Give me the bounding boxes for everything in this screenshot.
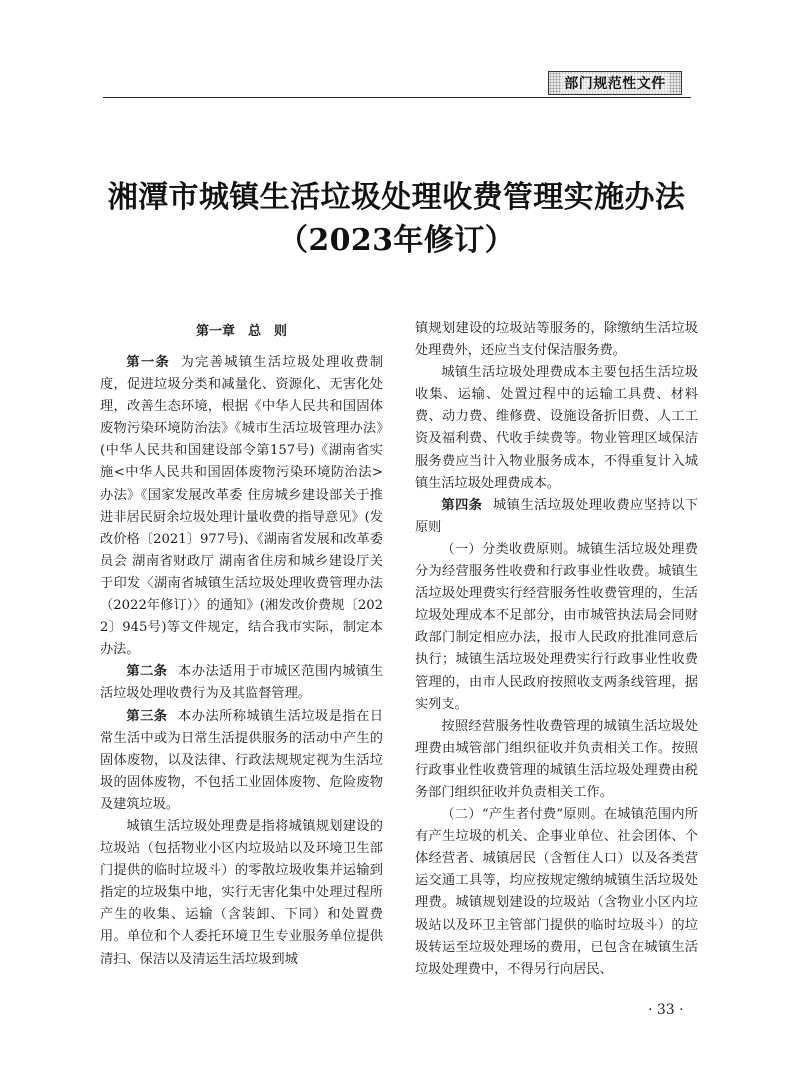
paragraph: （二）“产生者付费”原则。在城镇范围内所有产生垃圾的机关、企事业单位、社会团体、个体经营者、城镇居民（含暂住人口）以及各类营运交通工具等，均应按规定缴纳城镇生活垃圾处理费。城镇规划建设的垃圾站（含物业小区内垃圾站以及环卫主管部门提供的临时垃圾斗）的垃圾转运至垃圾处理场的费用，已包含在城镇生活垃圾处理费中，不得另行向居民、: [415, 807, 698, 977]
paragraph: （一）分类收费原则。城镇生活垃圾处理费分为经营服务性收费和行政事业性收费。城镇生活垃圾处理费实行经营服务性收费管理的，生活垃圾处理成本不足部分，由市城管执法局会同财政部门制定相应办法，报市人民政府批准同意后执行；城镇生活垃圾处理费实行行政事业性收费管理的，由市人民政府按照收支两条线管理，据实列支。: [415, 541, 698, 712]
left-column: [100, 318, 383, 971]
article-label: 第四条: [441, 497, 483, 513]
section-label: 部门规范性文件: [561, 73, 669, 93]
document-title: 湘潭市城镇生活垃圾处理收费管理实施办法: [107, 180, 686, 215]
paragraph: 镇规划建设的垃圾站等服务的，除缴纳生活垃圾处理费外，还应当支付保洁服务费。: [415, 321, 698, 359]
article-text: 城镇生活垃圾处理收费应坚持以下原则: [415, 497, 699, 535]
paragraph: 城镇生活垃圾处理费是指将城镇规划建设的垃圾站（包括物业小区内垃圾站以及环境卫生部门提供的临时垃圾斗）的零散垃圾收集并运输到指定的垃圾集中地，实行无害化集中处理过程所产生的收集、运输（含装卸、下同）和处置费用。单位和个人委托环境卫生专业服务单位提供清扫、保洁以及清运生活垃圾到城: [100, 818, 383, 967]
header-divider: [103, 97, 691, 98]
article-1: [100, 352, 383, 661]
page-number: · 33 ·: [648, 1002, 684, 1018]
section-label-badge: [548, 71, 682, 95]
right-column: [415, 318, 698, 981]
article-text: 本办法适用于市城区范围内城镇生活垃圾处理收费行为及其监督管理。: [100, 664, 384, 702]
chapter-heading: 第一章 总 则: [195, 324, 287, 339]
article-text: 为完善城镇生活垃圾处理收费制度，促进垃圾分类和减量化、资源化、无害化处理，改善生态环境，根据《中华人民共和国固体废物污染环境防治法》《城市生活垃圾管理办法》(中华人民共和国建设部令第157号)《湖南省实施<中华人民共和国固体废物污染环境防治法>办法》《国家发展改革委 住房城乡建设部关于推进非居民厨余垃圾处理计量收费的指导意见》(发改价格〔2021〕977号)、《湖南省发展和改革委员会 湖南省财政厅 湖南省住房和城乡建设厅关于印发〈湖南省城镇生活垃圾处理收费管理办法（2022年修订）〉的通知》(湘发改价费规〔2022〕945号)等文件规定，结合我市实际，制定本办法。: [100, 355, 384, 658]
article-text: 本办法所称城镇生活垃圾是指在日常生活中或为日常生活提供服务的活动中产生的固体废物，以及法律、行政法规规定视为生活垃圾的固体废物，不包括工业固体废物、危险废物及建筑垃圾。: [100, 708, 384, 812]
paragraph: 按照经营服务性收费管理的城镇生活垃圾处理费由城管部门组织征收并负责相关工作。按照行政事业性收费管理的城镇生活垃圾处理费由税务部门组织征收并负责相关工作。: [415, 718, 698, 800]
article-3: [100, 706, 383, 816]
document-subtitle: （2023年修订）: [277, 223, 516, 258]
article-label: 第三条: [126, 708, 168, 724]
article-4: [415, 495, 698, 539]
paragraph: 城镇生活垃圾处理费成本主要包括生活垃圾收集、运输、处置过程中的运输工具费、材料费、动力费、维修费、设施设备折旧费、人工工资及福利费、代收手续费等。物业管理区域保洁服务费应当计入物业服务成本，不得重复计入城镇生活垃圾处理费成本。: [415, 365, 698, 491]
article-label: 第二条: [126, 664, 168, 680]
article-label: 第一条: [126, 355, 171, 370]
article-2: [100, 661, 383, 705]
